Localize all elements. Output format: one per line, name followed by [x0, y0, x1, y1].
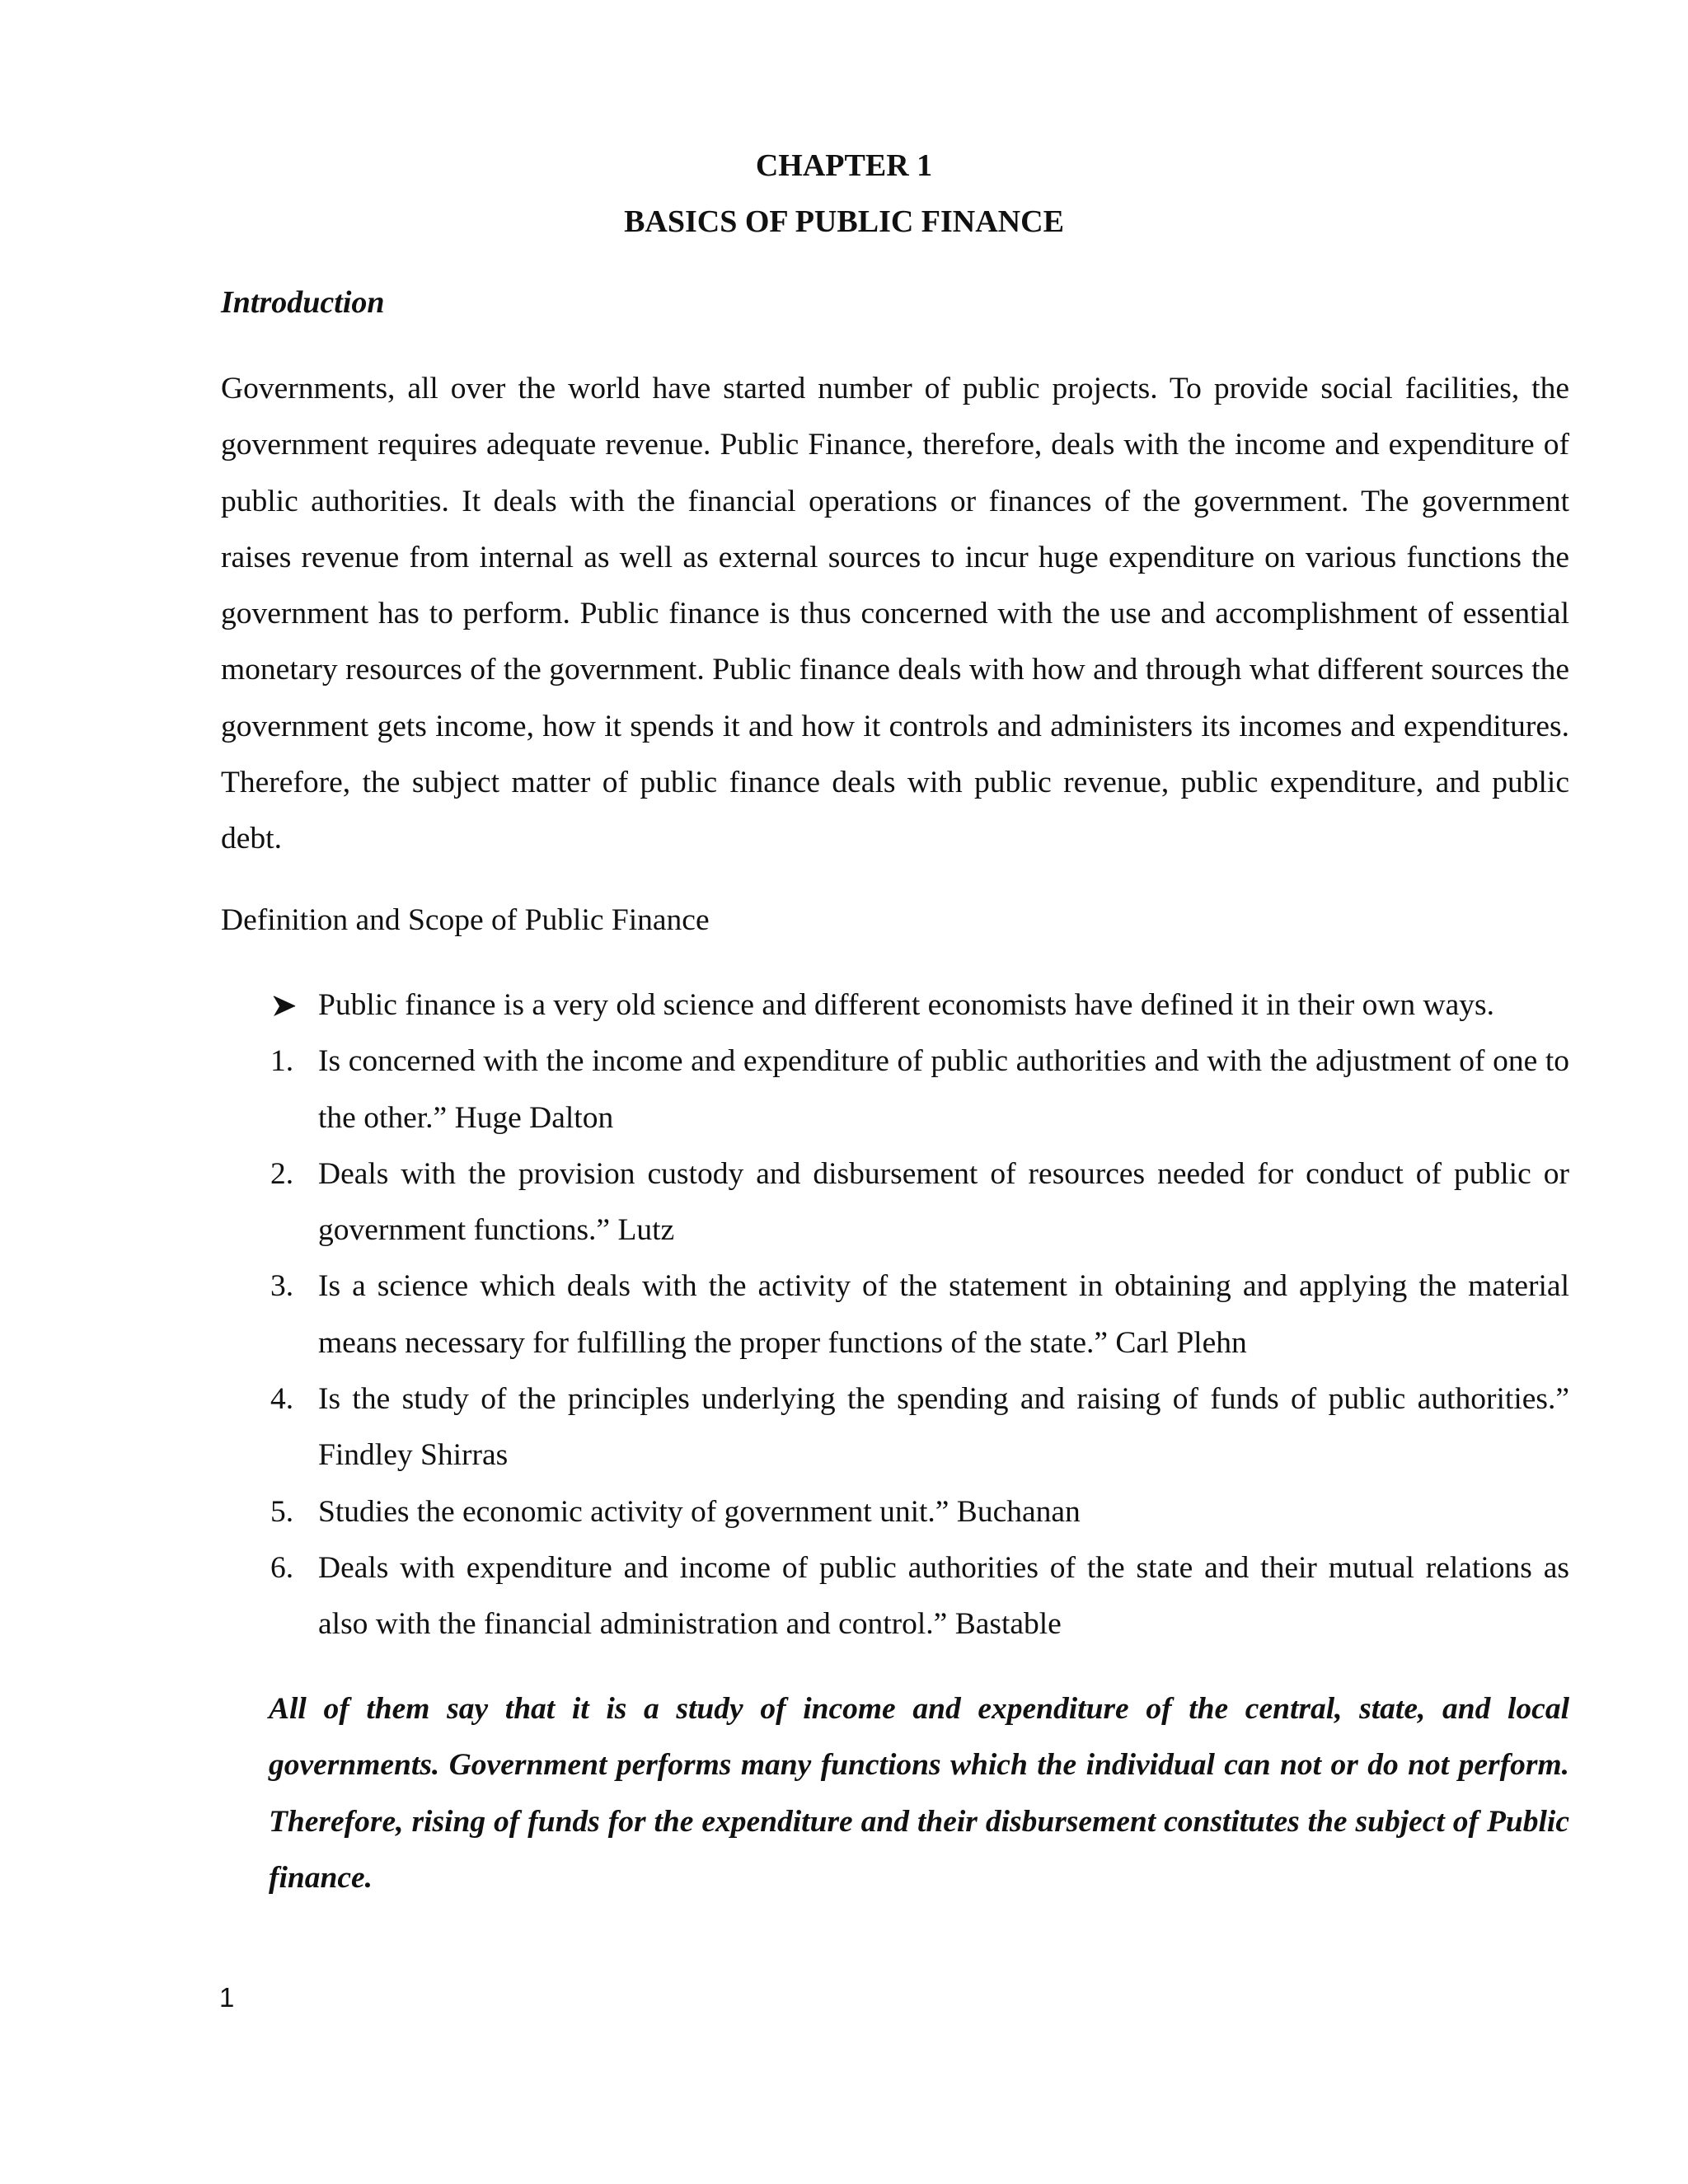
chapter-number-heading: CHAPTER 1: [755, 148, 933, 183]
definition-item-text: Deals with expenditure and income of public authorities of the state and their mutual relations as also with the financial administration and control.” Bastable: [318, 1550, 1569, 1642]
definition-item-text: Is a science which deals with the activity of the statement in obtaining and applying the material means necessary for fulfilling the proper functions of the state.” Carl Plehn: [318, 1269, 1569, 1360]
definition-bullet-text: Public finance is a very old science and different economists have defined it in their own ways.: [318, 988, 1494, 1022]
definition-scope-heading: Definition and Scope of Public Finance: [221, 903, 710, 937]
definition-item-text: Deals with the provision custody and disbursement of resources needed for conduct of public or government functions.” Lutz: [318, 1156, 1569, 1248]
introduction-heading: Introduction: [221, 285, 385, 320]
definition-item-text: Is concerned with the income and expenditure of public authorities and with the adjustment of one to the other.” Huge Dalton: [318, 1044, 1569, 1135]
definition-item-number: 5.: [270, 1494, 294, 1529]
arrow-bullet-icon: [272, 994, 297, 1019]
chapter-title-heading: BASICS OF PUBLIC FINANCE: [624, 204, 1064, 239]
summary-paragraph: All of them say that it is a study of income and expenditure of the central, state, and local governments. Government performs many functions which the individual can not or do not perform. Therefore, rising of funds for the expenditure and their disbursement constitutes the subject of Public finance.: [269, 1692, 1569, 1895]
definition-item-number: 2.: [270, 1156, 294, 1191]
definition-item-text: Is the study of the principles underlying the spending and raising of funds of public authorities.” Findley Shirras: [318, 1382, 1569, 1473]
introduction-paragraph: Governments, all over the world have started number of public projects. To provide social facilities, the government requires adequate revenue. Public Finance, therefore, deals with the income and expenditure of public authorities. It deals with the financial operations or finances of the government. The government raises revenue from internal as well as external sources to incur huge expenditure on various functions the government has to perform. Public finance is thus concerned with the use and accomplishment of essential monetary resources of the government. Public finance deals with how and through what different sources the government gets income, how it spends it and how it controls and administers its incomes and expenditures. Therefore, the subject matter of public finance deals with public revenue, public expenditure, and public debt.: [221, 372, 1569, 856]
definition-item-number: 4.: [270, 1382, 294, 1417]
definition-item: [221, 1484, 1569, 1540]
definition-item-text: Studies the economic activity of government unit.” Buchanan: [318, 1494, 1081, 1529]
page-number: 1: [219, 1982, 235, 2013]
definition-item-number: 6.: [270, 1550, 294, 1585]
definition-item-number: 3.: [270, 1269, 294, 1304]
definition-bullet-item: [221, 977, 1569, 1033]
definition-item-number: 1.: [270, 1044, 294, 1079]
definition-item: [221, 1371, 1569, 1484]
definition-item: [221, 1258, 1569, 1371]
definition-item: [221, 1033, 1569, 1146]
definition-list: [221, 977, 1569, 1653]
definition-item: [221, 1540, 1569, 1653]
definition-item: [221, 1146, 1569, 1259]
